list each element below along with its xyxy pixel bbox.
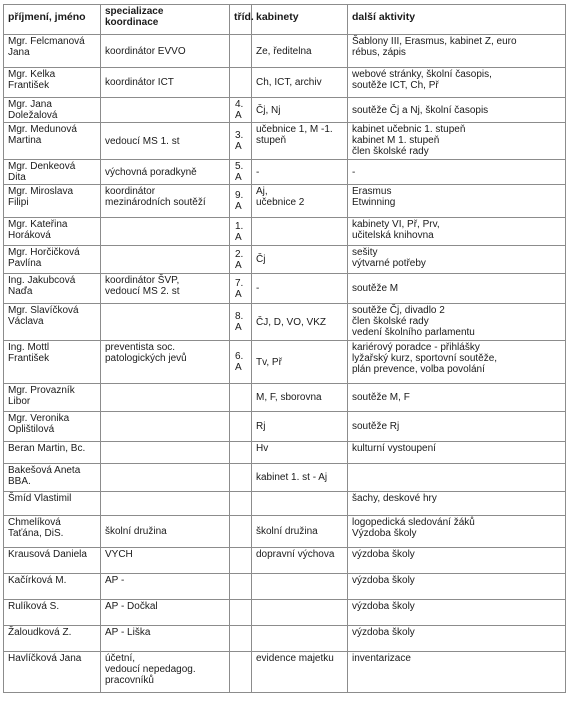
cell-dalsi-line: soutěže M, F bbox=[352, 392, 410, 403]
header-name: příjmení, jméno bbox=[4, 5, 101, 35]
cell-kabinety-line: ČJ, D, VO, VKZ bbox=[256, 316, 327, 328]
cell-dalsi-line: výtvarné potřeby bbox=[352, 258, 426, 269]
cell-name-line: Libor bbox=[8, 396, 31, 407]
cell-trid: 1. A bbox=[230, 218, 252, 246]
cell-dalsi-line: soutěže M bbox=[352, 283, 399, 294]
cell-spec bbox=[101, 304, 230, 341]
cell-name-line: Naďa bbox=[8, 286, 33, 297]
cell-dalsi bbox=[348, 218, 566, 246]
cell-dalsi-line: výzdoba školy bbox=[352, 575, 415, 586]
cell-trid bbox=[230, 384, 252, 412]
cell-dalsi bbox=[348, 492, 566, 516]
cell-kabinety-line: učebnice 1, M -1. bbox=[256, 124, 333, 135]
cell-trid: 2. A bbox=[230, 246, 252, 274]
cell-dalsi-line: plán prevence, volba povolání bbox=[352, 364, 485, 375]
cell-trid bbox=[230, 516, 252, 548]
cell-name bbox=[4, 492, 101, 516]
cell-name bbox=[4, 626, 101, 652]
cell-dalsi bbox=[348, 98, 566, 123]
cell-dalsi bbox=[348, 35, 566, 68]
cell-dalsi-line: soutěže Rj bbox=[352, 421, 400, 432]
cell-kabinety bbox=[252, 274, 348, 304]
cell-dalsi bbox=[348, 246, 566, 274]
cell-trid bbox=[230, 35, 252, 68]
table-row bbox=[4, 160, 566, 185]
cell-kabinety bbox=[252, 652, 348, 693]
cell-dalsi bbox=[348, 464, 566, 492]
cell-kabinety bbox=[252, 412, 348, 442]
cell-name-line: Mgr. Kelka bbox=[8, 69, 56, 80]
cell-name bbox=[4, 185, 101, 218]
cell-spec bbox=[101, 548, 230, 574]
cell-name-line: Mgr. Jana bbox=[8, 99, 52, 110]
cell-dalsi-line: logopedická sledování žáků bbox=[352, 517, 475, 528]
table-row bbox=[4, 626, 566, 652]
cell-spec bbox=[101, 341, 230, 384]
cell-name-line: Mgr. Veronika bbox=[8, 413, 70, 424]
header-kabinety: kabinety bbox=[252, 5, 348, 35]
cell-trid: 8. A bbox=[230, 304, 252, 341]
table-row bbox=[4, 185, 566, 218]
cell-trid bbox=[230, 412, 252, 442]
cell-kabinety bbox=[252, 516, 348, 548]
cell-kabinety bbox=[252, 626, 348, 652]
cell-dalsi bbox=[348, 442, 566, 464]
cell-name bbox=[4, 548, 101, 574]
cell-dalsi-line: Erasmus bbox=[352, 186, 392, 197]
cell-name-line: Filipi bbox=[8, 197, 29, 208]
cell-name bbox=[4, 384, 101, 412]
cell-trid bbox=[230, 492, 252, 516]
cell-spec bbox=[101, 516, 230, 548]
cell-name bbox=[4, 123, 101, 160]
table-row bbox=[4, 548, 566, 574]
cell-dalsi-line: člen školské rady bbox=[352, 316, 429, 327]
cell-spec bbox=[101, 652, 230, 693]
cell-dalsi bbox=[348, 185, 566, 218]
cell-kabinety bbox=[252, 304, 348, 341]
table-header-row bbox=[4, 5, 566, 35]
cell-spec-line: AP - Liška bbox=[105, 627, 151, 638]
cell-spec-line: mezinárodních soutěží bbox=[105, 197, 206, 208]
cell-trid bbox=[230, 652, 252, 693]
cell-name bbox=[4, 304, 101, 341]
cell-spec-line: školní družina bbox=[105, 526, 167, 537]
cell-kabinety-line: - bbox=[256, 166, 260, 178]
cell-kabinety-line: Čj, Nj bbox=[256, 104, 281, 116]
cell-name-line: Mgr. Miroslava bbox=[8, 186, 74, 197]
cell-dalsi bbox=[348, 652, 566, 693]
cell-dalsi-line: soutěže ICT, Ch, Př bbox=[352, 80, 439, 91]
cell-trid bbox=[230, 464, 252, 492]
cell-name bbox=[4, 341, 101, 384]
cell-spec-line: koordinátor ICT bbox=[105, 77, 174, 88]
cell-spec-line: koordinátor ŠVP, bbox=[105, 275, 180, 286]
cell-kabinety bbox=[252, 492, 348, 516]
cell-spec bbox=[101, 123, 230, 160]
cell-kabinety bbox=[252, 246, 348, 274]
table-row bbox=[4, 384, 566, 412]
cell-name bbox=[4, 274, 101, 304]
cell-spec bbox=[101, 464, 230, 492]
cell-spec bbox=[101, 442, 230, 464]
cell-kabinety-line: stupeň bbox=[256, 135, 287, 146]
cell-dalsi bbox=[348, 516, 566, 548]
cell-name-line: František bbox=[8, 80, 50, 91]
cell-spec bbox=[101, 218, 230, 246]
cell-spec bbox=[101, 600, 230, 626]
cell-kabinety-line: Čj bbox=[256, 254, 266, 265]
cell-dalsi bbox=[348, 123, 566, 160]
cell-dalsi-line: výzdoba školy bbox=[352, 549, 415, 560]
cell-spec-line: koordinátor bbox=[105, 186, 156, 197]
cell-kabinety-line: učebnice 2 bbox=[256, 197, 305, 208]
cell-kabinety-line: Ze, ředitelna bbox=[256, 45, 312, 57]
table-row bbox=[4, 98, 566, 123]
table-row bbox=[4, 412, 566, 442]
cell-dalsi-line: lyžařský kurz, sportovní soutěže, bbox=[352, 353, 498, 364]
cell-spec-line: koordinátor EVVO bbox=[105, 45, 186, 57]
table-row bbox=[4, 274, 566, 304]
cell-kabinety-line: - bbox=[256, 283, 260, 294]
cell-name-line: Mgr. Medunová bbox=[8, 124, 77, 135]
cell-dalsi-line: Šablony III, Erasmus, kabinet Z, euro bbox=[352, 36, 517, 47]
cell-name bbox=[4, 442, 101, 464]
cell-name bbox=[4, 98, 101, 123]
cell-spec bbox=[101, 626, 230, 652]
cell-spec bbox=[101, 246, 230, 274]
cell-kabinety bbox=[252, 384, 348, 412]
cell-spec bbox=[101, 574, 230, 600]
cell-dalsi-line: kulturní vystoupení bbox=[352, 443, 436, 454]
cell-dalsi-line: sešity bbox=[352, 247, 378, 258]
cell-trid bbox=[230, 574, 252, 600]
cell-kabinety bbox=[252, 218, 348, 246]
cell-dalsi-line: soutěže Čj, divadlo 2 bbox=[352, 305, 445, 316]
cell-trid: 5. A bbox=[230, 160, 252, 185]
cell-name-line: Martina bbox=[8, 135, 42, 146]
cell-spec bbox=[101, 492, 230, 516]
cell-dalsi-line: kabinet M 1. stupeň bbox=[352, 135, 440, 146]
cell-spec-line: VYCH bbox=[105, 549, 133, 560]
cell-trid bbox=[230, 442, 252, 464]
cell-name bbox=[4, 412, 101, 442]
table-row bbox=[4, 464, 566, 492]
cell-dalsi-line: webové stránky, školní časopis, bbox=[352, 69, 492, 80]
cell-kabinety-line: školní družina bbox=[256, 526, 318, 537]
cell-name-line: František bbox=[8, 353, 50, 364]
cell-spec bbox=[101, 160, 230, 185]
cell-dalsi bbox=[348, 626, 566, 652]
cell-kabinety bbox=[252, 442, 348, 464]
cell-kabinety-line: Hv bbox=[256, 443, 269, 454]
cell-name-line: Oplištilová bbox=[8, 424, 55, 435]
cell-kabinety bbox=[252, 68, 348, 98]
cell-trid: 9. A bbox=[230, 185, 252, 218]
cell-name-line: Taťána, DiS. bbox=[8, 528, 64, 539]
cell-dalsi bbox=[348, 160, 566, 185]
cell-spec-line: účetní, bbox=[105, 653, 136, 664]
cell-dalsi-line: Etwinning bbox=[352, 197, 396, 208]
cell-kabinety bbox=[252, 160, 348, 185]
cell-name-line: Mgr. Felcmanová bbox=[8, 36, 85, 47]
cell-spec bbox=[101, 98, 230, 123]
cell-kabinety-line: Ch, ICT, archiv bbox=[256, 77, 322, 88]
cell-name bbox=[4, 218, 101, 246]
cell-name-line: Žaloudková Z. bbox=[8, 627, 72, 638]
cell-kabinety-line: Aj, bbox=[256, 186, 268, 197]
cell-name-line: Ing. Jakubcová bbox=[8, 275, 76, 286]
cell-spec-line: vedoucí MS 1. st bbox=[105, 135, 180, 147]
cell-spec bbox=[101, 412, 230, 442]
table-row bbox=[4, 574, 566, 600]
cell-kabinety bbox=[252, 123, 348, 160]
cell-kabinety bbox=[252, 98, 348, 123]
cell-dalsi-line: - bbox=[352, 166, 356, 178]
cell-name-line: Šmíd Vlastimil bbox=[8, 493, 72, 504]
cell-name-line: Chmelíková bbox=[8, 517, 61, 528]
cell-kabinety-line: Rj bbox=[256, 421, 266, 432]
cell-name-line: Rulíková S. bbox=[8, 601, 60, 612]
cell-name bbox=[4, 516, 101, 548]
cell-kabinety bbox=[252, 185, 348, 218]
cell-trid: 4. A bbox=[230, 98, 252, 123]
cell-name-line: Pavlína bbox=[8, 258, 42, 269]
table-row bbox=[4, 68, 566, 98]
cell-kabinety-line: dopravní výchova bbox=[256, 549, 335, 560]
table-row bbox=[4, 246, 566, 274]
cell-name-line: Kačírková M. bbox=[8, 575, 67, 586]
cell-name-line: Horáková bbox=[8, 230, 51, 241]
cell-name bbox=[4, 464, 101, 492]
cell-kabinety bbox=[252, 600, 348, 626]
cell-spec-line: vedoucí MS 2. st bbox=[105, 286, 180, 297]
cell-dalsi-line: inventarizace bbox=[352, 653, 411, 664]
cell-name-line: Mgr. Horčičková bbox=[8, 247, 80, 258]
cell-dalsi-line: rébus, zápis bbox=[352, 47, 406, 58]
cell-dalsi-line: Výzdoba školy bbox=[352, 528, 417, 539]
table-row bbox=[4, 516, 566, 548]
cell-dalsi bbox=[348, 341, 566, 384]
cell-dalsi-line: soutěže Čj a Nj, školní časopis bbox=[352, 104, 489, 116]
cell-dalsi bbox=[348, 274, 566, 304]
cell-dalsi-line: výzdoba školy bbox=[352, 627, 415, 638]
header-spec-line1: specializace bbox=[105, 6, 164, 17]
cell-kabinety-line: M, F, sborovna bbox=[256, 392, 322, 403]
cell-spec bbox=[101, 68, 230, 98]
cell-dalsi bbox=[348, 548, 566, 574]
cell-trid: 3. A bbox=[230, 123, 252, 160]
cell-dalsi-line: vedení školního parlamentu bbox=[352, 327, 475, 338]
table-row bbox=[4, 442, 566, 464]
cell-name-line: Mgr. Kateřina bbox=[8, 219, 68, 230]
cell-name-line: Mgr. Denkeová bbox=[8, 161, 76, 172]
cell-dalsi bbox=[348, 412, 566, 442]
table-row bbox=[4, 492, 566, 516]
cell-dalsi bbox=[348, 574, 566, 600]
cell-name-line: Mgr. Provazník bbox=[8, 385, 75, 396]
cell-kabinety bbox=[252, 548, 348, 574]
cell-spec bbox=[101, 185, 230, 218]
table-row bbox=[4, 652, 566, 693]
cell-name bbox=[4, 160, 101, 185]
table-row bbox=[4, 35, 566, 68]
cell-name bbox=[4, 574, 101, 600]
cell-kabinety bbox=[252, 464, 348, 492]
table-row bbox=[4, 341, 566, 384]
cell-spec bbox=[101, 274, 230, 304]
header-spec-line2: koordinace bbox=[105, 17, 159, 28]
cell-kabinety bbox=[252, 341, 348, 384]
header-trid: tříd. bbox=[230, 5, 252, 35]
cell-spec bbox=[101, 384, 230, 412]
cell-dalsi-line: šachy, deskové hry bbox=[352, 493, 437, 504]
cell-name-line: Ing. Mottl bbox=[8, 342, 50, 353]
cell-dalsi-line: výzdoba školy bbox=[352, 601, 415, 612]
cell-dalsi bbox=[348, 600, 566, 626]
cell-dalsi bbox=[348, 384, 566, 412]
cell-trid bbox=[230, 68, 252, 98]
cell-spec bbox=[101, 35, 230, 68]
cell-name-line: Havlíčková Jana bbox=[8, 653, 82, 664]
cell-name-line: Doležalová bbox=[8, 110, 58, 121]
cell-dalsi-line: kabinety VI, Př, Prv, bbox=[352, 219, 440, 230]
cell-dalsi-line: kabinet učebnic 1. stupeň bbox=[352, 124, 466, 135]
cell-name bbox=[4, 35, 101, 68]
header-dalsi: další aktivity bbox=[348, 5, 566, 35]
table-row bbox=[4, 218, 566, 246]
cell-name-line: Václava bbox=[8, 316, 44, 327]
cell-dalsi-line: učitelská knihovna bbox=[352, 230, 434, 241]
cell-kabinety-line: evidence majetku bbox=[256, 653, 334, 664]
cell-trid: 7. A bbox=[230, 274, 252, 304]
cell-spec-line: AP - Dočkal bbox=[105, 601, 158, 612]
cell-trid bbox=[230, 626, 252, 652]
cell-spec-line: pracovníků bbox=[105, 675, 154, 686]
header-spec bbox=[101, 5, 230, 35]
cell-name bbox=[4, 246, 101, 274]
cell-kabinety-line: Tv, Př bbox=[256, 356, 282, 368]
table-row bbox=[4, 123, 566, 160]
cell-kabinety bbox=[252, 35, 348, 68]
cell-dalsi-line: kariérový poradce - přihlášky bbox=[352, 342, 480, 353]
table-row bbox=[4, 600, 566, 626]
cell-spec-line: výchovná poradkyně bbox=[105, 166, 197, 178]
cell-name-line: Beran Martin, Bc. bbox=[8, 443, 86, 454]
cell-dalsi bbox=[348, 304, 566, 341]
cell-spec-line: vedoucí nepedagog. bbox=[105, 664, 196, 675]
cell-name bbox=[4, 652, 101, 693]
cell-spec-line: AP - bbox=[105, 575, 125, 586]
cell-name-line: Bakešová Aneta bbox=[8, 465, 81, 476]
cell-name-line: Jana bbox=[8, 47, 30, 58]
staff-table bbox=[3, 4, 566, 693]
cell-trid: 6. A bbox=[230, 341, 252, 384]
cell-spec-line: preventista soc. bbox=[105, 342, 176, 353]
cell-trid bbox=[230, 548, 252, 574]
cell-name-line: Mgr. Slavíčková bbox=[8, 305, 79, 316]
cell-spec-line: patologických jevů bbox=[105, 353, 187, 364]
cell-kabinety-line: kabinet 1. st - Aj bbox=[256, 472, 328, 483]
cell-kabinety bbox=[252, 574, 348, 600]
cell-name bbox=[4, 68, 101, 98]
cell-dalsi-line: člen školské rady bbox=[352, 146, 429, 157]
cell-name-line: BBA. bbox=[8, 476, 31, 487]
table-row bbox=[4, 304, 566, 341]
cell-name-line: Krausová Daniela bbox=[8, 549, 87, 560]
cell-trid bbox=[230, 600, 252, 626]
cell-name bbox=[4, 600, 101, 626]
cell-name-line: Dita bbox=[8, 172, 26, 183]
cell-dalsi bbox=[348, 68, 566, 98]
